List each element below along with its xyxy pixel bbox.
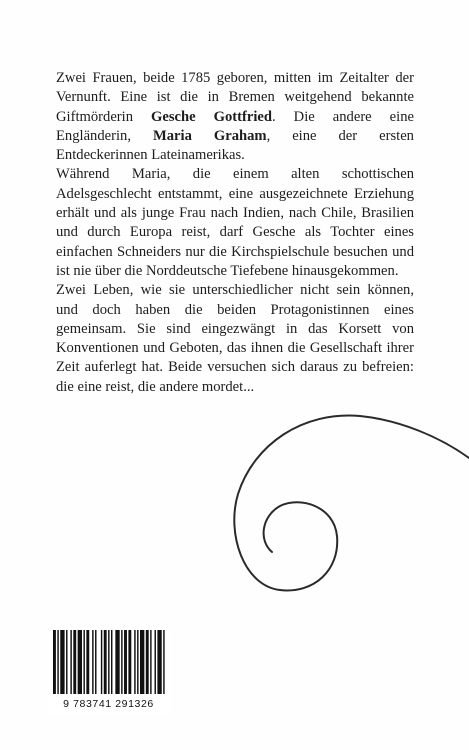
name-gesche-gottfried: Gesche Gottfried: [151, 108, 272, 125]
blurb-paragraph-3: Zwei Leben, wie sie unterschiedlicher nicht sein können, und doch haben die beiden Protagonistinnen eines gemeinsam. Sie sind eingezwängt in das Korsett von Konventionen und Geboten, das ihnen die Gesellschaft ihrer Zeit auferlegt hat. Beide versuchen sich daraus zu befreien: die eine reist, die andere mordet...: [56, 282, 414, 395]
blurb-paragraph-1: [56, 69, 414, 165]
blurb-p1-text-2: . Die andere eine Engländerin,: [56, 108, 414, 144]
barcode: [47, 626, 170, 714]
blurb-p1-text-1: Zwei Frauen, beide 1785 geboren, mitten im Zeitalter der Vernunft. Eine ist die in Bremen weitgehend bekannte Giftmörderin: [56, 70, 414, 125]
blurb-paragraph-2: Während Maria, die einem alten schottischen Adelsgeschlecht entstammt, eine ausgezeichnete Erziehung erhält und als junge Frau nach Indien, nach Chile, Brasilien und durch Europa reist, darf Gesche als Tochter eines einfachen Schneiders nur die Kirchspielschule besuchen und ist nie über die Norddeutsche Tiefebene hinausgekommen.: [56, 166, 414, 279]
ean-barcode-icon: [47, 626, 170, 698]
name-maria-graham: Maria Graham: [152, 127, 267, 144]
isbn-digits: 9 783741 291326: [63, 698, 154, 710]
back-cover-blurb: [56, 69, 414, 397]
blurb-p1-text-3: , eine der ersten Entdeckerinnen Lateinamerikas.: [56, 127, 414, 164]
